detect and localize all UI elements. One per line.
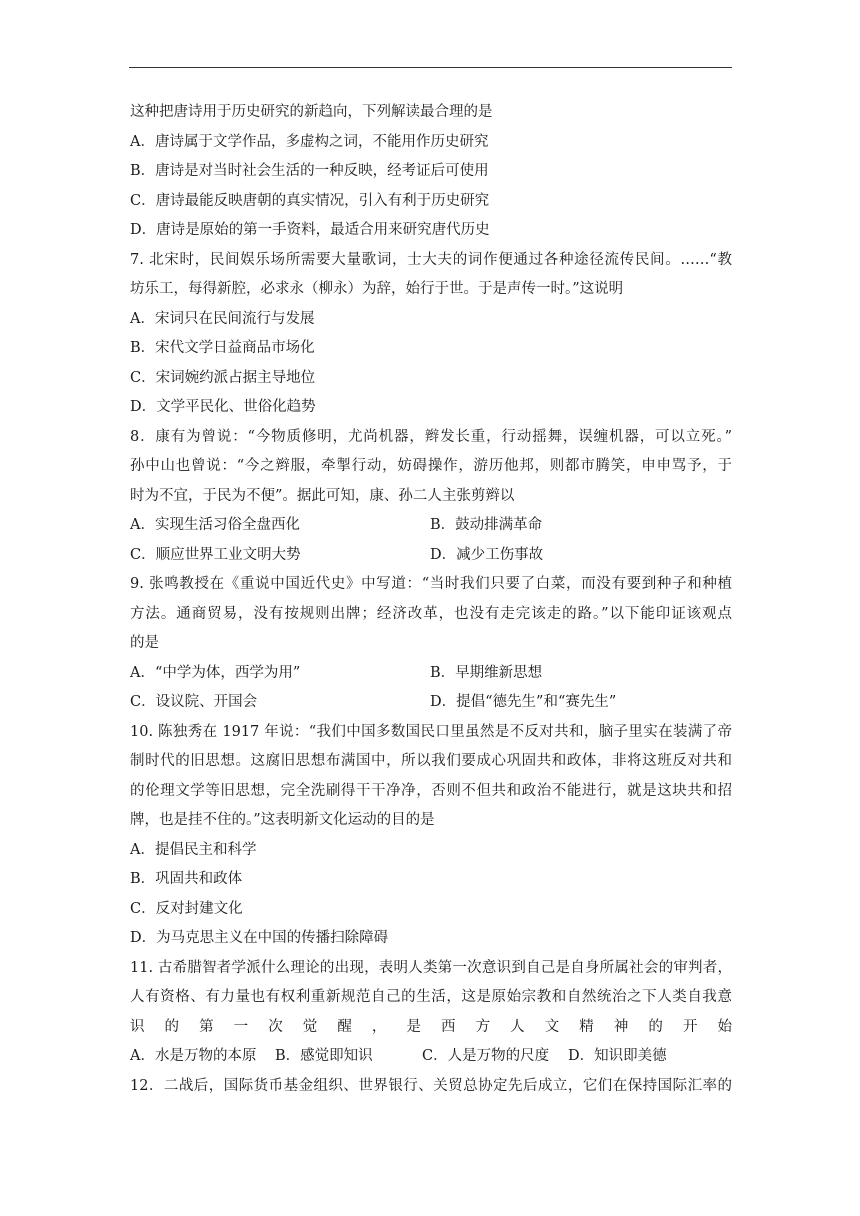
text-line: A．宋词只在民间流行与发展	[130, 310, 315, 327]
text-line: 制时代的旧思想。这腐旧思想布满国中，所以我们要成心巩固共和政体，非将这班反对共和	[130, 753, 732, 769]
text-line: 方法。通商贸易，没有按规则出牌；经济改革，也没有走完该走的路。”以下能印证该观点	[130, 605, 732, 622]
text-line: 坊乐工，每得新腔，必求永（柳永）为辞，始行于世。于是声传一时。”这说明	[130, 281, 624, 297]
text-line: 孙中山也曾说：“今之辫服，牵掣行动，妨碍操作，游历他邦，则都市腾笑，申申骂予，于	[130, 458, 732, 474]
question-text-block	[130, 98, 732, 1101]
text-line: D．为马克思主义在中国的传播扫除障碍	[130, 930, 389, 946]
option-item: C．顺应世界工业文明大势	[130, 546, 301, 563]
option-item: A．水是万物的本原	[130, 1048, 257, 1064]
option-item: B．鼓动排满革命	[430, 517, 543, 533]
text-line: 9. 张鸣教授在《重说中国近代史》中写道：“当时我们只要了白菜，而没有要到种子和种植	[130, 576, 732, 592]
option-item: B．感觉即知识	[275, 1048, 373, 1064]
text-line: D．文学平民化、世俗化趋势	[130, 399, 316, 415]
text-line: 的伦理文学等旧思想，完全洗刷得干干净净，否则不但共和政治不能进行，就是这块共和招	[130, 782, 732, 799]
option-item: B．早期维新思想	[430, 664, 543, 681]
text-line: 8．康有为曾说：“今物质修明，尤尚机器，辫发长重，行动摇舞，误缠机器，可以立死。”	[130, 428, 732, 445]
option-row	[130, 541, 732, 571]
text-line: C．反对封建文化	[130, 900, 243, 917]
option-item: D．减少工伤事故	[430, 546, 544, 563]
option-item: A．“中学为体，西学为用”	[130, 664, 301, 681]
option-item: D．知识即美德	[568, 1048, 667, 1064]
text-line: 7. 北宋时，民间娱乐场所需要大量歌词，士大夫的词作便通过各种途径流传民间。……“教	[130, 251, 732, 268]
text-line: 识的第一次觉醒，是西方人文精神的开始	[130, 1018, 732, 1035]
text-line: A．唐诗属于文学作品，多虚构之词，不能用作历史研究	[130, 133, 489, 150]
option-item: A．实现生活习俗全盘西化	[130, 517, 300, 533]
text-line: C．唐诗最能反映唐朝的真实情况，引入有利于历史研究	[130, 192, 490, 209]
option-item: C．设议院、开国会	[130, 694, 258, 710]
text-line: 时为不宜，于民为不便”。据此可知，康、孙二人主张剪辫以	[130, 487, 515, 504]
option-item: D．提倡“德先生”和“赛先生”	[430, 694, 617, 710]
text-line: 这种把唐诗用于历史研究的新趋向，下列解读最合理的是	[130, 104, 493, 120]
option-item: C．人是万物的尺度	[422, 1048, 550, 1064]
text-line: B．唐诗是对当时社会生活的一种反映，经考证后可使用	[130, 163, 489, 179]
text-line: B．宋代文学日益商品市场化	[130, 340, 315, 356]
option-row	[130, 688, 732, 718]
header-rule	[129, 67, 732, 68]
option-row	[130, 1042, 732, 1072]
option-row	[130, 511, 732, 541]
text-line: C．宋词婉约派占据主导地位	[130, 369, 316, 386]
text-line: B．巩固共和政体	[130, 871, 243, 887]
text-line: 人有资格、有力量也有权利重新规范自己的生活，这是原始宗教和自然统治之下人类自我意	[130, 989, 732, 1005]
text-line: D．唐诗是原始的第一手资料，最适合用来研究唐代历史	[130, 222, 490, 238]
text-line: A．提倡民主和科学	[130, 841, 257, 858]
text-line: 10. 陈独秀在 1917 年说：“我们中国多数国民口里虽然是不反对共和，脑子里实在装满了帝	[130, 723, 732, 740]
text-line: 12．二战后，国际货币基金组织、世界银行、关贸总协定先后成立，它们在保持国际汇率的	[130, 1077, 732, 1094]
option-row	[130, 659, 732, 689]
text-line: 牌，也是挂不住的。”这表明新文化运动的目的是	[130, 812, 435, 828]
text-line: 的是	[130, 635, 159, 651]
text-line: 11. 古希腊智者学派什么理论的出现，表明人类第一次意识到自己是自身所属社会的审判者，	[130, 959, 732, 976]
